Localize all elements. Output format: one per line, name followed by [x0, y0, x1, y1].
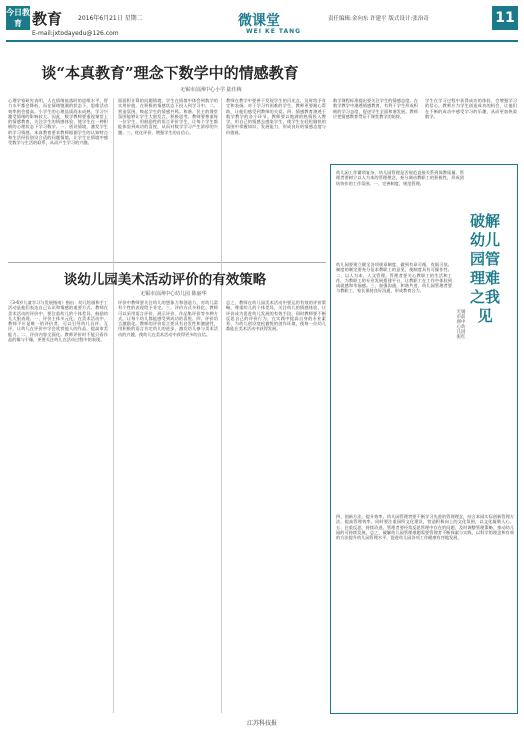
article2-column-1: 《3-6岁儿童学习与发展指南》指出：幼儿绘画和手工活动是他们表达自己认识和情感的重要方式。教师在美术活动的评价中，要注重幼儿的个体差异，鼓励幼儿大胆表现。一、评价主体多元化。在美术活动中，教师不应是唯一的评价者，可以引导幼儿自评、互评，让幼儿在评价中学会欣赏他人的作品，提高审美能力。二、评价内容全面化。教师评价时不能只看作品的像与不像，更要关注幼儿在活动过程中的表现。	[8, 300, 108, 343]
article3-column-3: 四、创新方法，提升效率。幼儿园管理者要不断学习先进的管理理念，结合本园实际创新管理方法，提高管理效率。同时要注重园所文化建设，营造积极向上的文化氛围，以文化凝聚人心。五、注重反思，持续改进。管理者要经常反思管理中存在的问题，及时调整管理策略，推动幼儿园的可持续发展。总之，破解幼儿园管理难题需要管理者不断探索与实践，以科学的理念和有效的方法提升幼儿园管理水平，促进幼儿园各项工作健康有序地发展。	[336, 514, 514, 541]
section-title: 教育	[32, 10, 63, 28]
article2-title: 谈幼儿园美术活动评价的有效策略	[63, 272, 267, 288]
editor-credits: 责任编辑:金向东 许建平 版式设计:张治奇	[328, 16, 429, 22]
article3-title: 破解幼儿园管理难之我见	[470, 212, 501, 325]
column-subtitle: WEI KE TANG	[246, 28, 302, 35]
page-header	[6, 6, 518, 38]
contact-email[interactable]: E-mail:jxtodayedu@126.com	[32, 30, 119, 37]
article1-author: 无锡市前洲中心小学 陆佳梅	[180, 87, 242, 93]
article1-column-3: 教师在教学中要善于发现学生的闪光点，及时给予肯定和表扬。对于学习有困难的学生，教师更要耐心帮助，让他们感受到教师的关爱。四、情感教育渗透于数学教学的各个环节。教师要以饱满的热情投入教学，用自己的情感去感染学生，使学生在轻松愉快的氛围中掌握知识，发展能力，形成良好的情感态度与价值观。	[226, 98, 326, 135]
article-divider	[8, 262, 326, 263]
page-number: 11	[492, 6, 518, 30]
header-divider	[6, 40, 518, 42]
article1-title: 谈“本真教育”理念下数学中的情感教育	[41, 64, 299, 82]
issue-date: 2016年6月21日 星期二	[78, 15, 143, 22]
article2-column-3: 总之，教师在幼儿园美术活动中要运用有效的评价策略，尊重幼儿的个体差异，关注幼儿的情感体验，让评价成为促进幼儿发展的有效手段。同时教师要不断反思自己的评价行为，在实践中提高自身的专业素养，为幼儿创设宽松愉悦的创作环境，使每一位幼儿都能在美术活动中获得发展。	[226, 300, 326, 332]
page-footer: 江苏科技报	[246, 720, 277, 727]
article3-column-1: 幼儿园工作繁琐复杂，幼儿园管理是否规范直接关系到保教质量。管理者要树立以人为本的管理理念，充分调动教职工的积极性，形成团结协作的工作氛围。一、完善制度，规范管理。	[336, 170, 464, 186]
article1-column-2: 面面积计算的问题情境，学生在情境中体会到数学的实用价值，在积极的情感状态下投入到学习中。二、营造氛围，唤起学生的情感共鸣。和谐、民主的课堂氛围能够让学生大胆发言，积极思考。教师要尊重每一位学生，用鼓励性的语言评价学生，让每个学生都能体验到成功的喜悦，从而对数学学习产生浓厚的兴趣。三、优化评价，增强学生的自信心。	[118, 98, 218, 135]
article3-author: 无锡市前洲中心幼儿园 张红	[456, 310, 466, 340]
article2-column-2: 评价中教师要关注幼儿的想象力和创造力，对幼儿富有个性的表现给予肯定。三、评价方式多样化。教师可以采用语言评价、展示评价、作品集评价等多种方式，让每个幼儿都能感受到成功的喜悦。四、评价语言激励化。教师的评价语言要具有启发性和激励性，用积极的语言肯定幼儿的进步，激发幼儿参与美术活动的兴趣，使幼儿在美术活动中获得更多的自信。	[118, 300, 218, 337]
newspaper-logo: 今日教育	[6, 8, 30, 28]
column-title: 微课堂	[238, 13, 280, 29]
article1-column-5: 学生在学习过程中获得成功的体验，会增强学习的信心。教师应为学生创造成功的机会，让他们在不断的成功中感受学习的乐趣，从而更加热爱数学。	[425, 98, 517, 119]
article1-column-4: 数学课程标准提出要关注学生的情感态度。在数学教学中渗透情感教育，有利于学生形成积极的学习态度，促进学生全面和谐发展。教师应把情感教育贯穿于课堂教学的始终。	[333, 98, 418, 119]
column-rule	[113, 98, 114, 713]
column-rule	[221, 98, 222, 713]
article3-column-2: 幼儿园要建立健全各项规章制度，做到有章可循，有据可依。制度的制定要充分征求教职工的意见，使制度具有可操作性。二、以人为本，人文管理。管理者要关心教职工的生活和工作，为教职工的专业发展搭建平台，让教职工在工作中体验到成就感和幸福感。三、加强沟通，和谐共进。幼儿园管理者要与教职工、家长保持良好沟通，形成教育合力。	[336, 262, 452, 294]
article1-column-1: 心理学家研究表明，人在情绪低落时的思维水平、智力水平都会降低，而在情绪饱满的状态下，思维活动效率则会提高。小学生的心理品质尚未成熟，学习兴趣受情绪的影响较大。因此，数学教师要重视课堂上的情感教育，关注学生的情感体验，使学生在一种积极的心理状态下学习数学。一、创设情境，激发学生的学习情感。本真教育要求教师根据学生的认知特点和生活经验创设合适的问题情境，让学生在情境中感受数学与生活的联系，从而产生学习的兴趣。	[8, 98, 108, 146]
article2-author: 无锡市前洲中心幼儿园 陈丽华	[140, 291, 207, 297]
